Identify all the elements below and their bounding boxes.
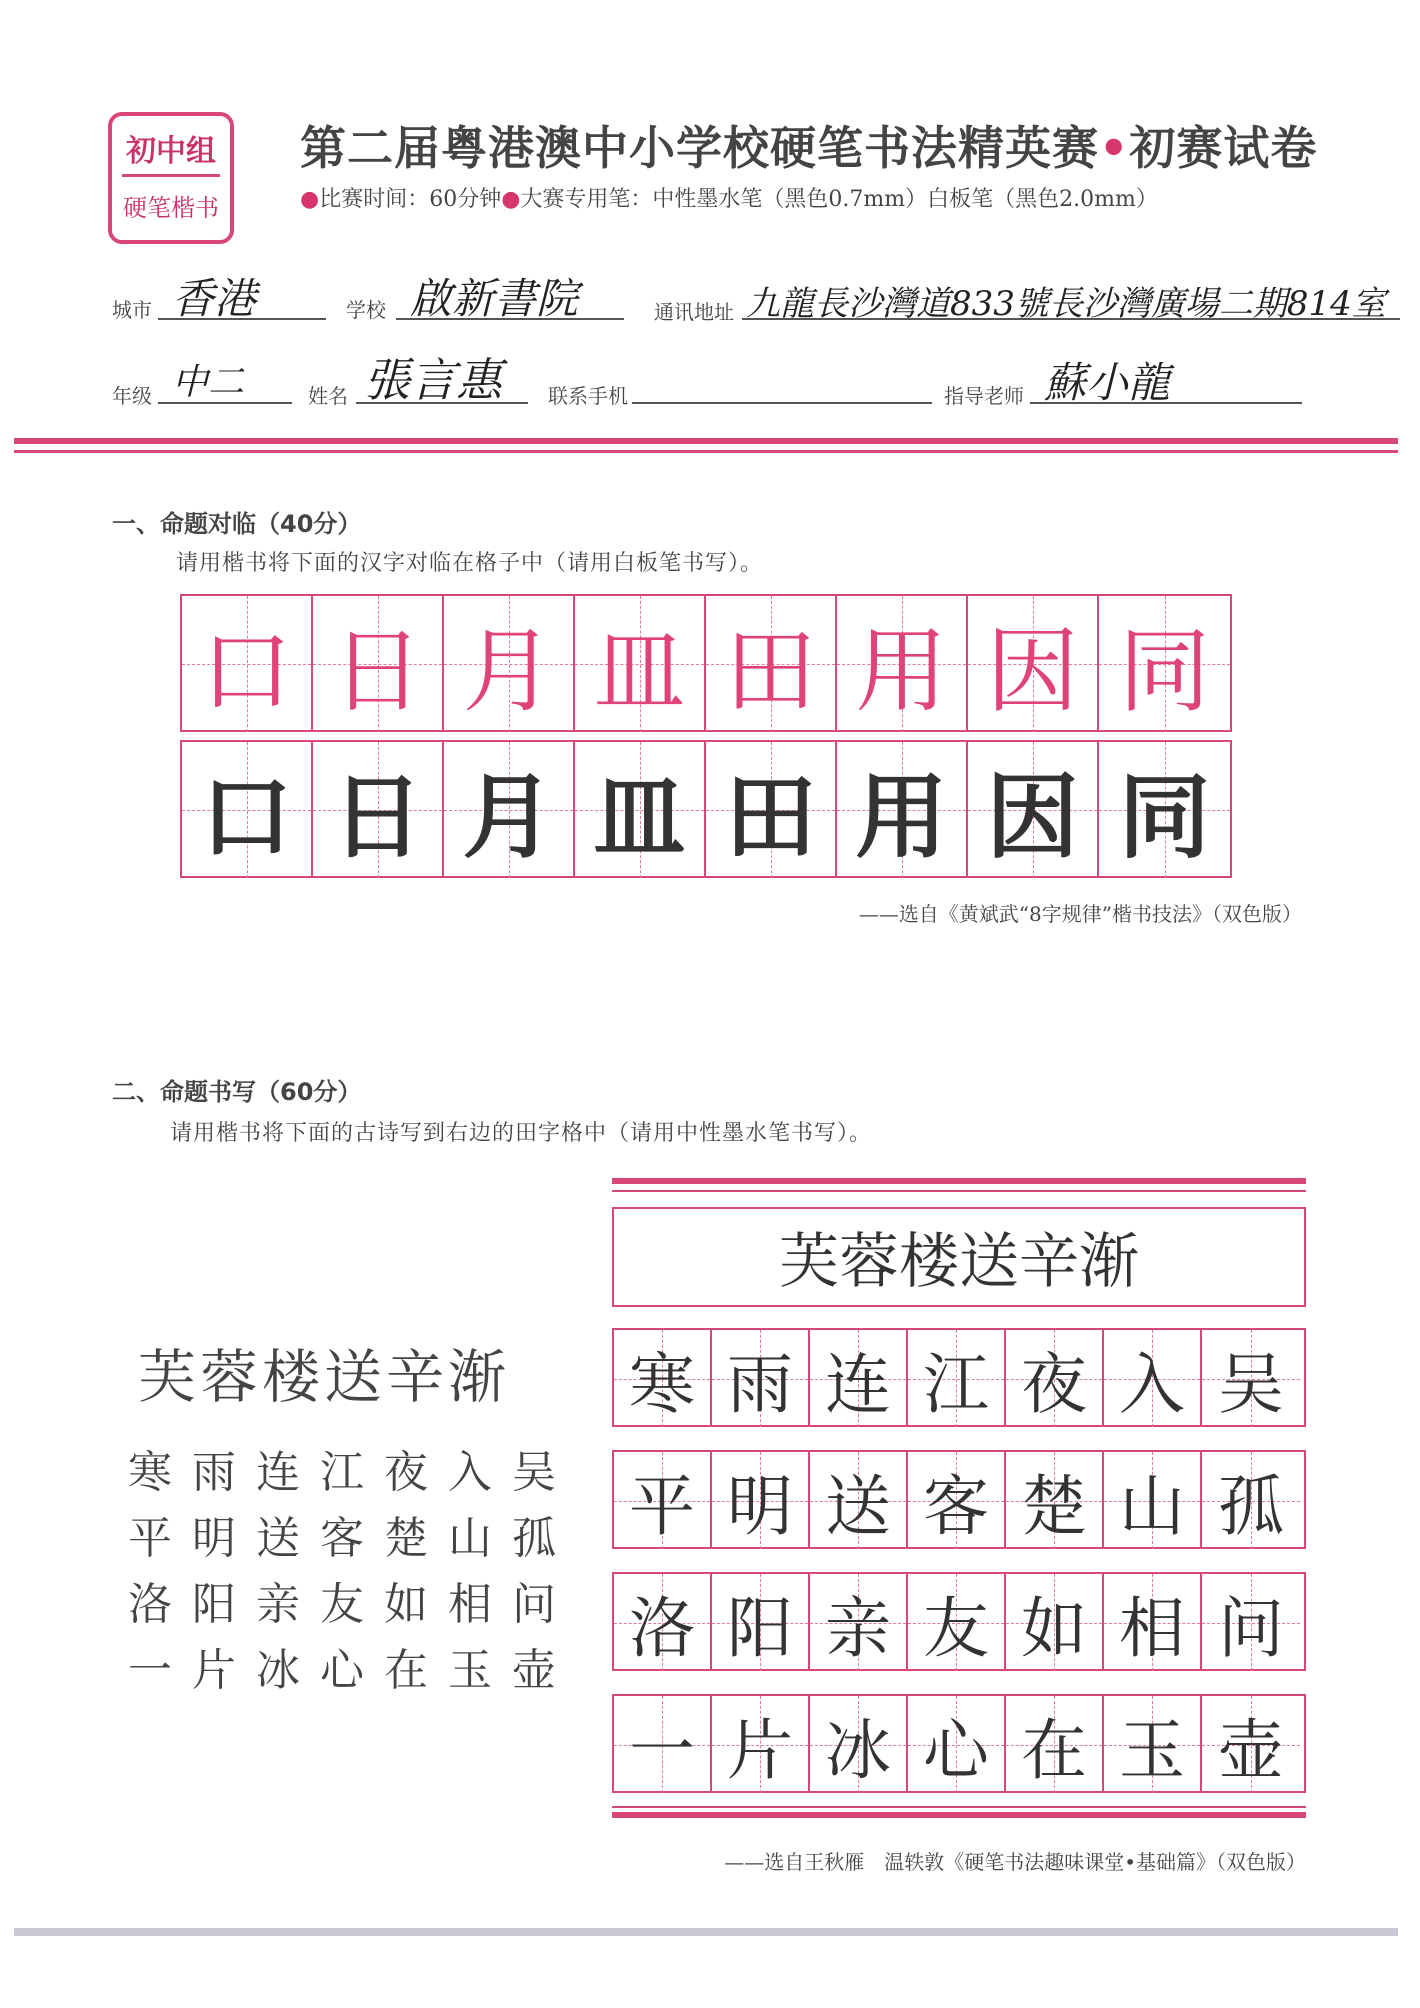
model-char: 因 [986,618,1079,725]
written-char: 玉 [1119,1712,1185,1789]
model-char: 田 [724,618,817,725]
city-label: 城市 [112,298,152,322]
written-char: 寒 [629,1346,695,1423]
copy-cell[interactable] [968,742,1099,878]
poem-cell[interactable] [908,1452,1006,1549]
written-char: 问 [1218,1590,1284,1667]
written-char: 口 [200,764,293,871]
name-label: 姓名 [308,384,348,408]
badge-divider [122,174,220,177]
info-time: 比赛时间：60分钟 [319,187,502,212]
poem-cell[interactable] [810,1696,908,1793]
poem-frame-top-thin [612,1190,1306,1192]
poem-row-1[interactable] [612,1328,1306,1427]
model-grid [180,594,1232,732]
badge-category: 硬笔楷书 [123,194,219,222]
written-char: 江 [923,1346,989,1423]
teacher-label: 指导老师 [944,384,1024,408]
copy-cell[interactable] [182,742,313,878]
poem-cell[interactable] [1006,1696,1104,1793]
poem-cell[interactable] [614,1574,712,1671]
copy-cell[interactable] [575,742,706,878]
poem-cell[interactable] [1202,1574,1300,1671]
poem-cell[interactable] [1104,1452,1202,1549]
copy-grid[interactable] [180,740,1232,878]
info-pens: 大赛专用笔：中性墨水笔（黑色0.7mm）白板笔（黑色2.0mm） [520,187,1158,212]
written-char: 用 [855,764,948,871]
poem-cell[interactable] [614,1452,712,1549]
model-cell [444,596,575,732]
written-char: 孤 [1218,1468,1284,1545]
model-cell [313,596,444,732]
poem-row-4[interactable] [612,1694,1306,1793]
phone-label: 联系手机 [548,384,628,408]
poem-cell[interactable] [908,1330,1006,1427]
written-char: 雨 [727,1346,793,1423]
written-char: 片 [727,1712,793,1789]
address-field[interactable]: 九龍長沙灣道833號長沙灣廣場二期814室 [746,284,1386,324]
written-char: 楚 [1021,1468,1087,1545]
title-separator: • [1099,121,1130,175]
model-char: 皿 [593,618,686,725]
grade-label: 年级 [112,384,152,408]
written-char: 友 [923,1590,989,1667]
model-poem-line: 洛阳亲友如相问 [128,1579,576,1630]
poem-frame-bottom-thin [612,1806,1306,1808]
poem-row-3[interactable] [612,1572,1306,1671]
model-cell [575,596,706,732]
copy-cell[interactable] [837,742,968,878]
header-rule-thin [14,450,1398,453]
copy-cell[interactable] [706,742,837,878]
model-cell [968,596,1099,732]
poem-frame-bottom [612,1812,1306,1818]
model-cell [706,596,837,732]
poem-row-2[interactable] [612,1450,1306,1549]
poem-cell[interactable] [614,1330,712,1427]
written-char: 相 [1119,1590,1185,1667]
written-char: 客 [923,1468,989,1545]
model-poem-line: 一片冰心在玉壶 [128,1645,576,1696]
poem-cell[interactable] [810,1330,908,1427]
copy-cell[interactable] [313,742,444,878]
teacher-field[interactable]: 蘇小龍 [1044,358,1171,407]
bullet-icon: ● [300,187,320,212]
poem-cell[interactable] [1202,1330,1300,1427]
footer-rule [14,1928,1398,1936]
poem-cell[interactable] [810,1574,908,1671]
model-cell [837,596,968,732]
written-poem-title[interactable]: 芙蓉楼送辛渐 [612,1207,1306,1307]
poem-cell[interactable] [1006,1330,1104,1427]
written-char: 平 [629,1468,695,1545]
phone-line [632,402,932,404]
bullet-icon: ● [501,187,521,212]
name-field[interactable]: 張言惠 [364,353,502,407]
poem-cell[interactable] [1006,1452,1104,1549]
model-char: 用 [855,618,948,725]
poem-cell[interactable] [1104,1574,1202,1671]
model-char: 口 [200,618,293,725]
school-label: 学校 [346,298,386,322]
section1-description: 请用楷书将下面的汉字对临在格子中（请用白板笔书写）。 [176,551,764,576]
model-cell [1099,596,1230,732]
poem-frame-top [612,1178,1306,1184]
section2-source: ——选自王秋雁 温轶敦《硬笔书法趣味课堂•基础篇》（双色版） [724,1850,1306,1874]
model-poem-line: 平明送客楚山孤 [128,1513,576,1564]
model-char: 月 [462,618,555,725]
written-char: 送 [825,1468,891,1545]
model-char: 同 [1118,618,1211,725]
section2-description: 请用楷书将下面的古诗写到右边的田字格中（请用中性墨水笔书写）。 [170,1121,873,1146]
poem-cell[interactable] [712,1696,810,1793]
written-char: 明 [727,1468,793,1545]
school-field[interactable]: 啟新書院 [410,274,579,323]
written-char: 夜 [1021,1346,1087,1423]
badge-group: 初中组 [126,134,216,169]
written-char: 入 [1119,1346,1185,1423]
model-cell [182,596,313,732]
city-field[interactable]: 香港 [172,274,257,323]
poem-cell[interactable] [1202,1696,1300,1793]
copy-cell[interactable] [1099,742,1230,878]
written-char: 亲 [825,1590,891,1667]
address-label: 通讯地址 [654,300,734,324]
copy-cell[interactable] [444,742,575,878]
title-tail: 初赛试卷 [1129,121,1318,175]
poem-cell[interactable] [1202,1452,1300,1549]
written-char: 月 [462,764,555,871]
written-char: 因 [986,764,1079,871]
written-char: 田 [724,764,817,871]
written-char: 连 [825,1346,891,1423]
written-char: 洛 [629,1590,695,1667]
poem-cell[interactable] [614,1696,712,1793]
written-char: 心 [923,1712,989,1789]
contest-info [300,182,1158,213]
title-main: 第二届粤港澳中小学校硬笔书法精英赛 [300,121,1099,175]
page-title [300,112,1317,178]
written-char: 一 [629,1712,695,1789]
section1-title: 一、命题对临（40分） [112,510,362,538]
poem-cell[interactable] [1104,1696,1202,1793]
written-char: 山 [1119,1468,1185,1545]
poem-cell[interactable] [712,1330,810,1427]
written-char: 同 [1118,764,1211,871]
poem-cell[interactable] [1006,1574,1104,1671]
poem-cell[interactable] [1104,1330,1202,1427]
poem-cell[interactable] [810,1452,908,1549]
written-char: 在 [1021,1712,1087,1789]
written-char: 壶 [1218,1712,1284,1789]
group-badge [108,112,234,244]
written-char: 吴 [1218,1346,1284,1423]
section1-source: ——选自《黄斌武“8字规律”楷书技法》（双色版） [858,902,1302,926]
poem-cell[interactable] [712,1452,810,1549]
header-rule [14,438,1398,444]
section2-title: 二、命题书写（60分） [112,1078,362,1106]
poem-cell[interactable] [908,1574,1006,1671]
grade-field[interactable]: 中二 [172,362,245,403]
written-char: 如 [1021,1590,1087,1667]
written-char: 阳 [727,1590,793,1667]
poem-cell[interactable] [908,1696,1006,1793]
written-char: 皿 [593,764,686,871]
model-char: 日 [331,618,424,725]
poem-cell[interactable] [712,1574,810,1671]
written-char: 冰 [825,1712,891,1789]
model-poem-line: 寒雨连江夜入吴 [128,1447,576,1498]
written-char: 日 [331,764,424,871]
model-poem-title: 芙蓉楼送辛渐 [138,1343,511,1411]
